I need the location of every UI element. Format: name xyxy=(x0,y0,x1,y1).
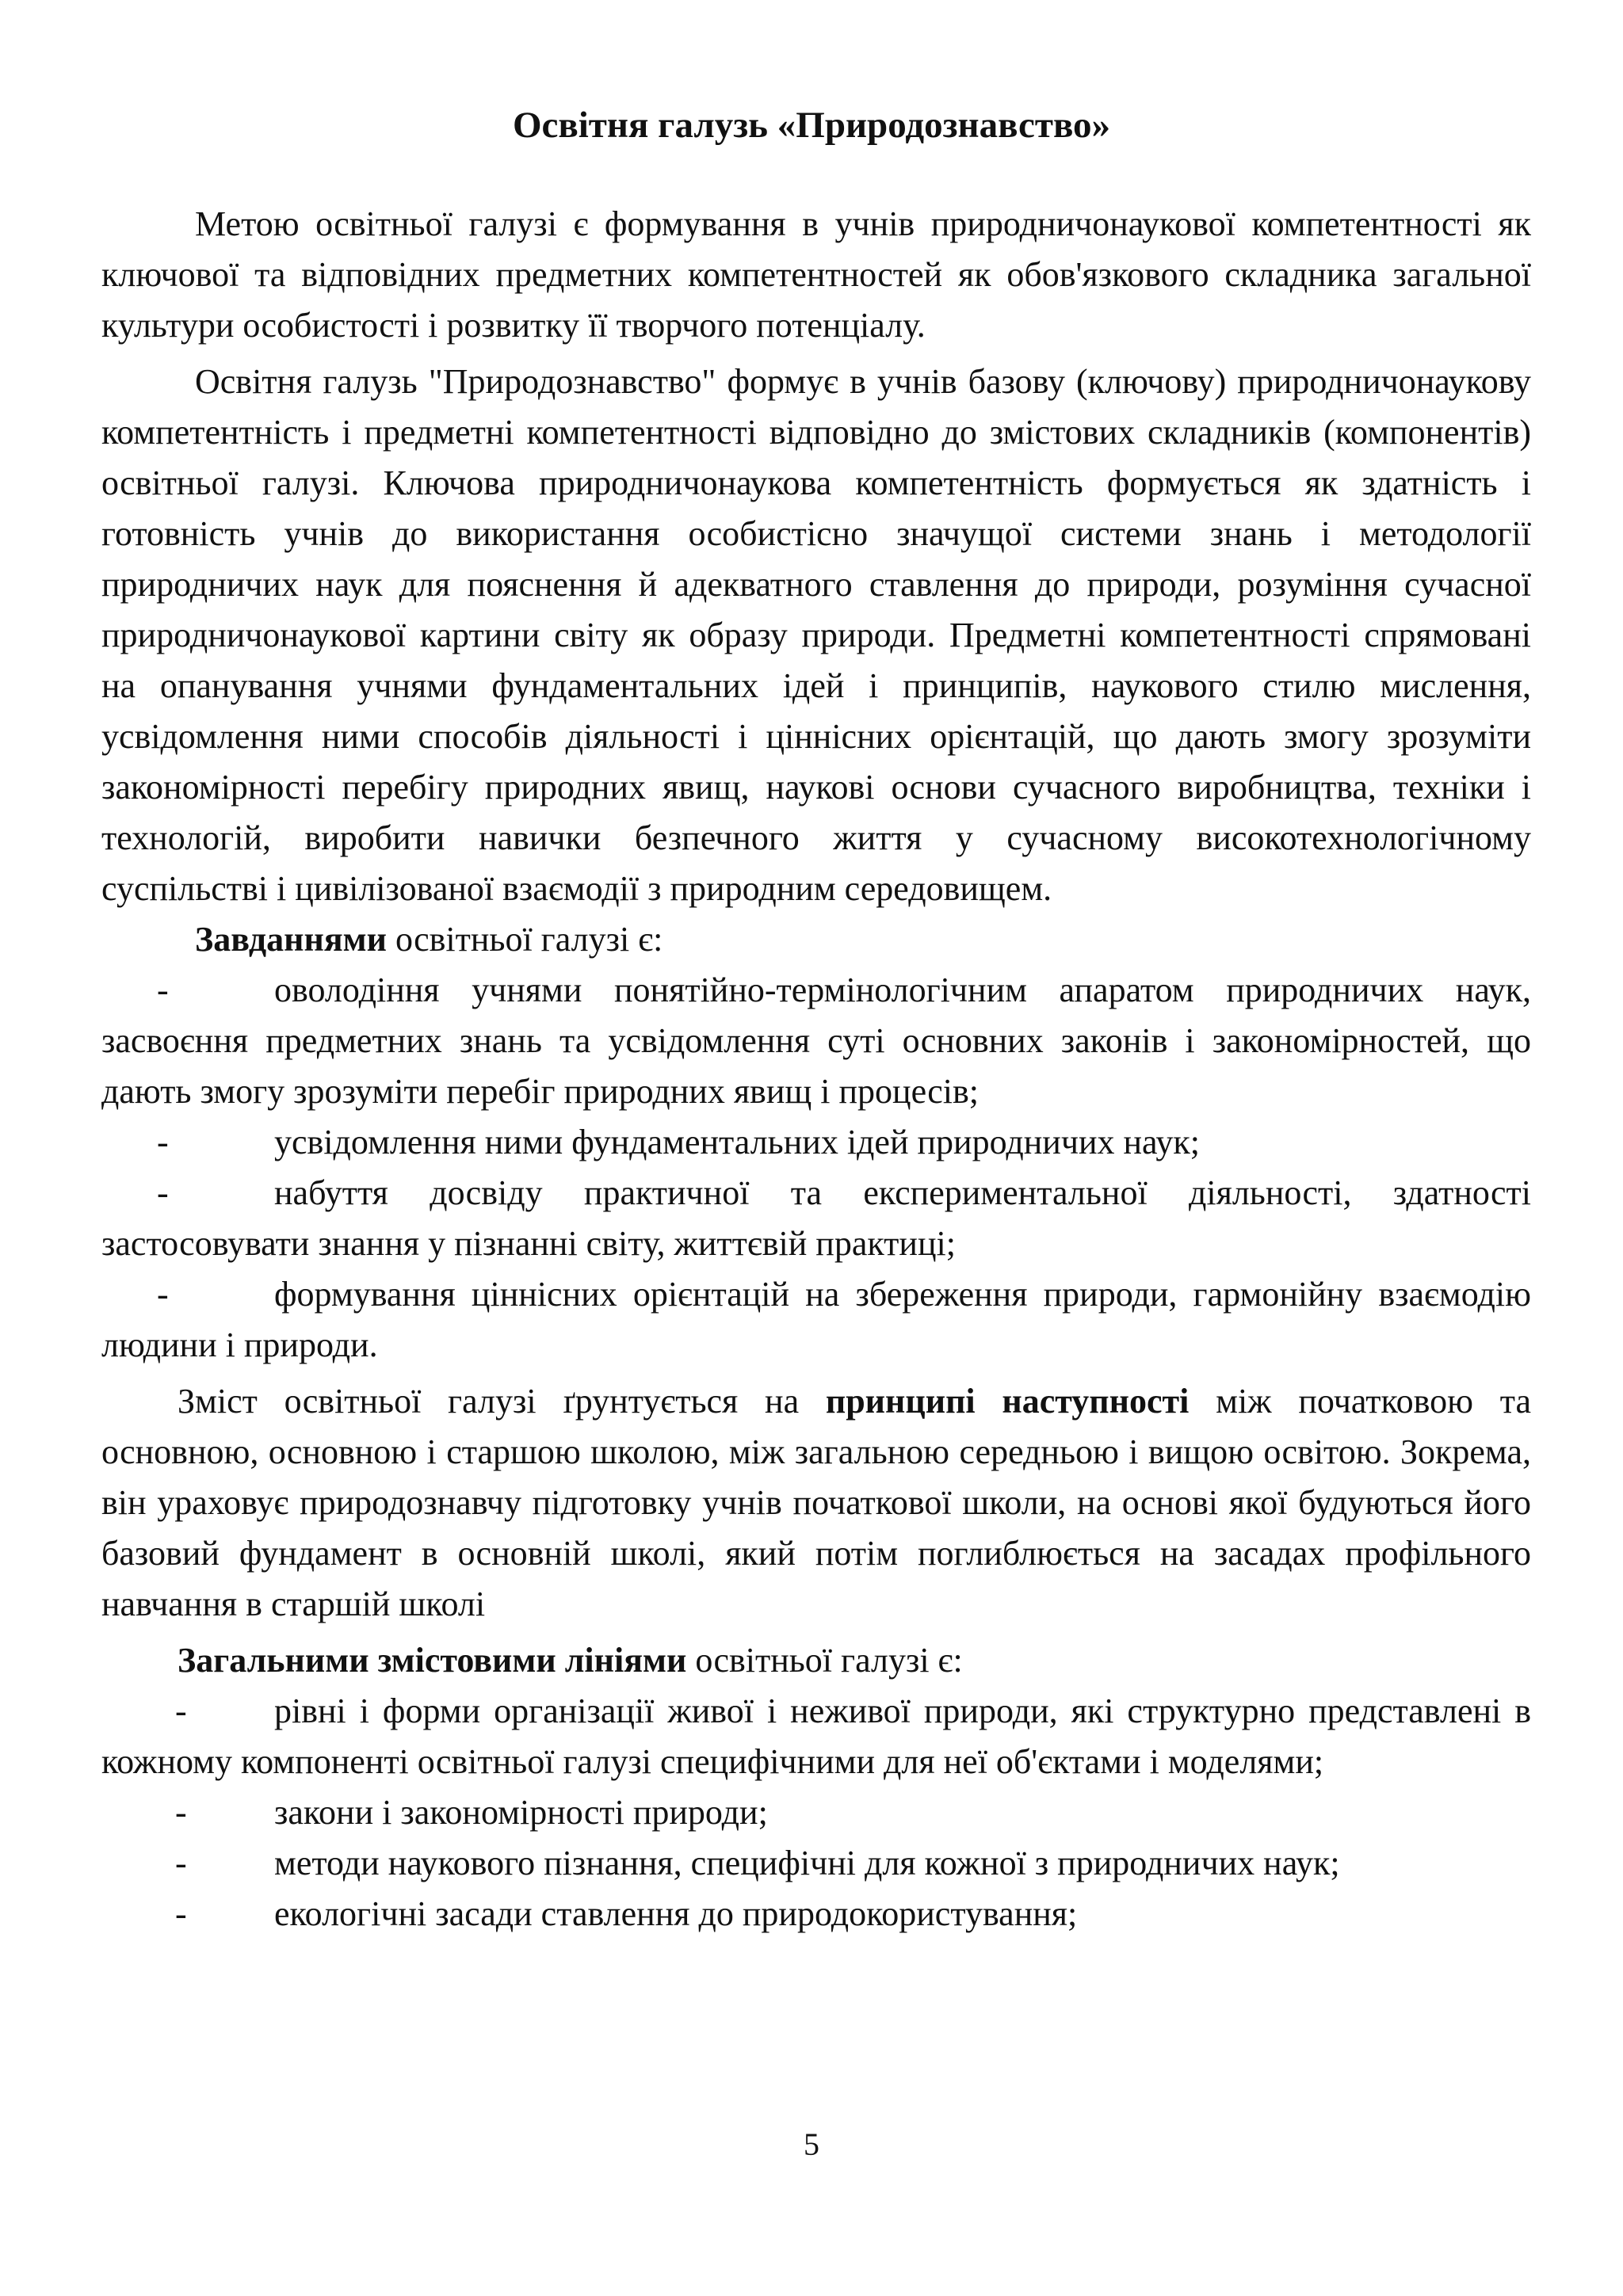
list-item xyxy=(101,965,1531,1117)
lines-intro xyxy=(101,1635,1531,1686)
list-item xyxy=(101,1787,1531,1838)
list-item xyxy=(101,1889,1531,1939)
paragraph-content xyxy=(101,1376,1531,1630)
list-item xyxy=(101,1168,1531,1269)
list-bullet: - xyxy=(175,1844,187,1882)
list-item xyxy=(101,1117,1531,1168)
list-bullet: - xyxy=(157,971,169,1009)
list-bullet: - xyxy=(175,1793,187,1832)
lines-intro-rest: освітньої галузі є: xyxy=(686,1641,963,1680)
list-item-text: набуття досвіду практичної та експериментальної діяльності, здатності застосовувати знання у пізнанні світу, життєвій практиці; xyxy=(101,1173,1531,1263)
tasks-intro-bold: Завданнями xyxy=(195,920,387,959)
paragraph-forms: Освітня галузь "Природознавство" формує в учнів базову (ключову) природничонаукову компетентність і предметні компетентності відповідно до змістових складників (компонентів) освітньої галузі. Ключова природничонаукова компетентність формується як здатність і готовність учнів до використання особистісно значущої системи знань і методології природничих наук для пояснення й адекватного ставлення до природи, розуміння сучасної природничонаукової картини світу як образу природи. Предметні компетентності спрямовані на опанування учнями фундаментальних ідей і принципів, наукового стилю мислення, усвідомлення ними способів діяльності і ціннісних орієнтацій, що дають змогу зрозуміти закономірності перебігу природних явищ, наукові основи сучасного виробництва, техніки і технологій, виробити навички безпечного життя у сучасному високотехнологічному суспільстві і цивілізованої взаємодії з природним середовищем. xyxy=(101,362,1531,908)
tasks-intro xyxy=(101,914,1531,965)
list-item xyxy=(101,1838,1531,1889)
page-number: 5 xyxy=(804,2126,819,2162)
content-text-start: Зміст освітньої галузі ґрунтується на xyxy=(178,1382,826,1421)
lines-intro-bold: Загальними змістовими лініями xyxy=(178,1641,687,1680)
list-bullet: - xyxy=(157,1123,169,1161)
tasks-intro-rest: освітньої галузі є: xyxy=(386,920,663,959)
content-text-bold: принципі наступності xyxy=(825,1382,1190,1421)
content-text-end: між початковою та основною, основною і старшою школою, між загальною середньою і вищою освітою. Зокрема, він ураховує природознавчу підготовку учнів початкової школи, на основі якої будуються його базовий фундамент в основній школі, який потім поглиблюється на засадах профільного навчання в старшій школі xyxy=(101,1382,1531,1623)
list-bullet: - xyxy=(175,1691,187,1730)
list-item xyxy=(101,1269,1531,1371)
list-item-text: формування ціннісних орієнтацій на збереження природи, гармонійну взаємодію людини і природи. xyxy=(101,1275,1531,1364)
list-item-text: оволодіння учнями понятійно-термінологічним апаратом природничих наук, засвоєння предметних знань та усвідомлення суті основних законів і закономірностей, що дають змогу зрозуміти перебіг природних явищ і процесів; xyxy=(101,971,1531,1111)
list-bullet: - xyxy=(175,1894,187,1933)
list-item-text: екологічні засади ставлення до природокористування; xyxy=(274,1894,1078,1933)
list-item-text: закони і закономірності природи; xyxy=(274,1793,768,1832)
document-body xyxy=(101,199,1531,1939)
list-item xyxy=(101,1686,1531,1787)
list-bullet: - xyxy=(157,1275,169,1314)
list-item-text: рівні і форми організації живої і неживої природи, які структурно представлені в кожному компоненті освітньої галузі специфічними для неї об'єктами і моделями; xyxy=(101,1691,1531,1781)
paragraph-goal: Метою освітньої галузі є формування в учнів природничонаукової компетентності як ключової та відповідних предметних компетентностей як обов'язкового складника загальної культури особистості і розвитку її творчого потенціалу. xyxy=(101,204,1531,345)
list-item-text: методи наукового пізнання, специфічні для кожної з природничих наук; xyxy=(274,1844,1340,1882)
list-item-text: усвідомлення ними фундаментальних ідей природничих наук; xyxy=(274,1123,1200,1161)
list-bullet: - xyxy=(157,1173,169,1212)
page-title: Освітня галузь «Природознавство» xyxy=(512,105,1111,146)
